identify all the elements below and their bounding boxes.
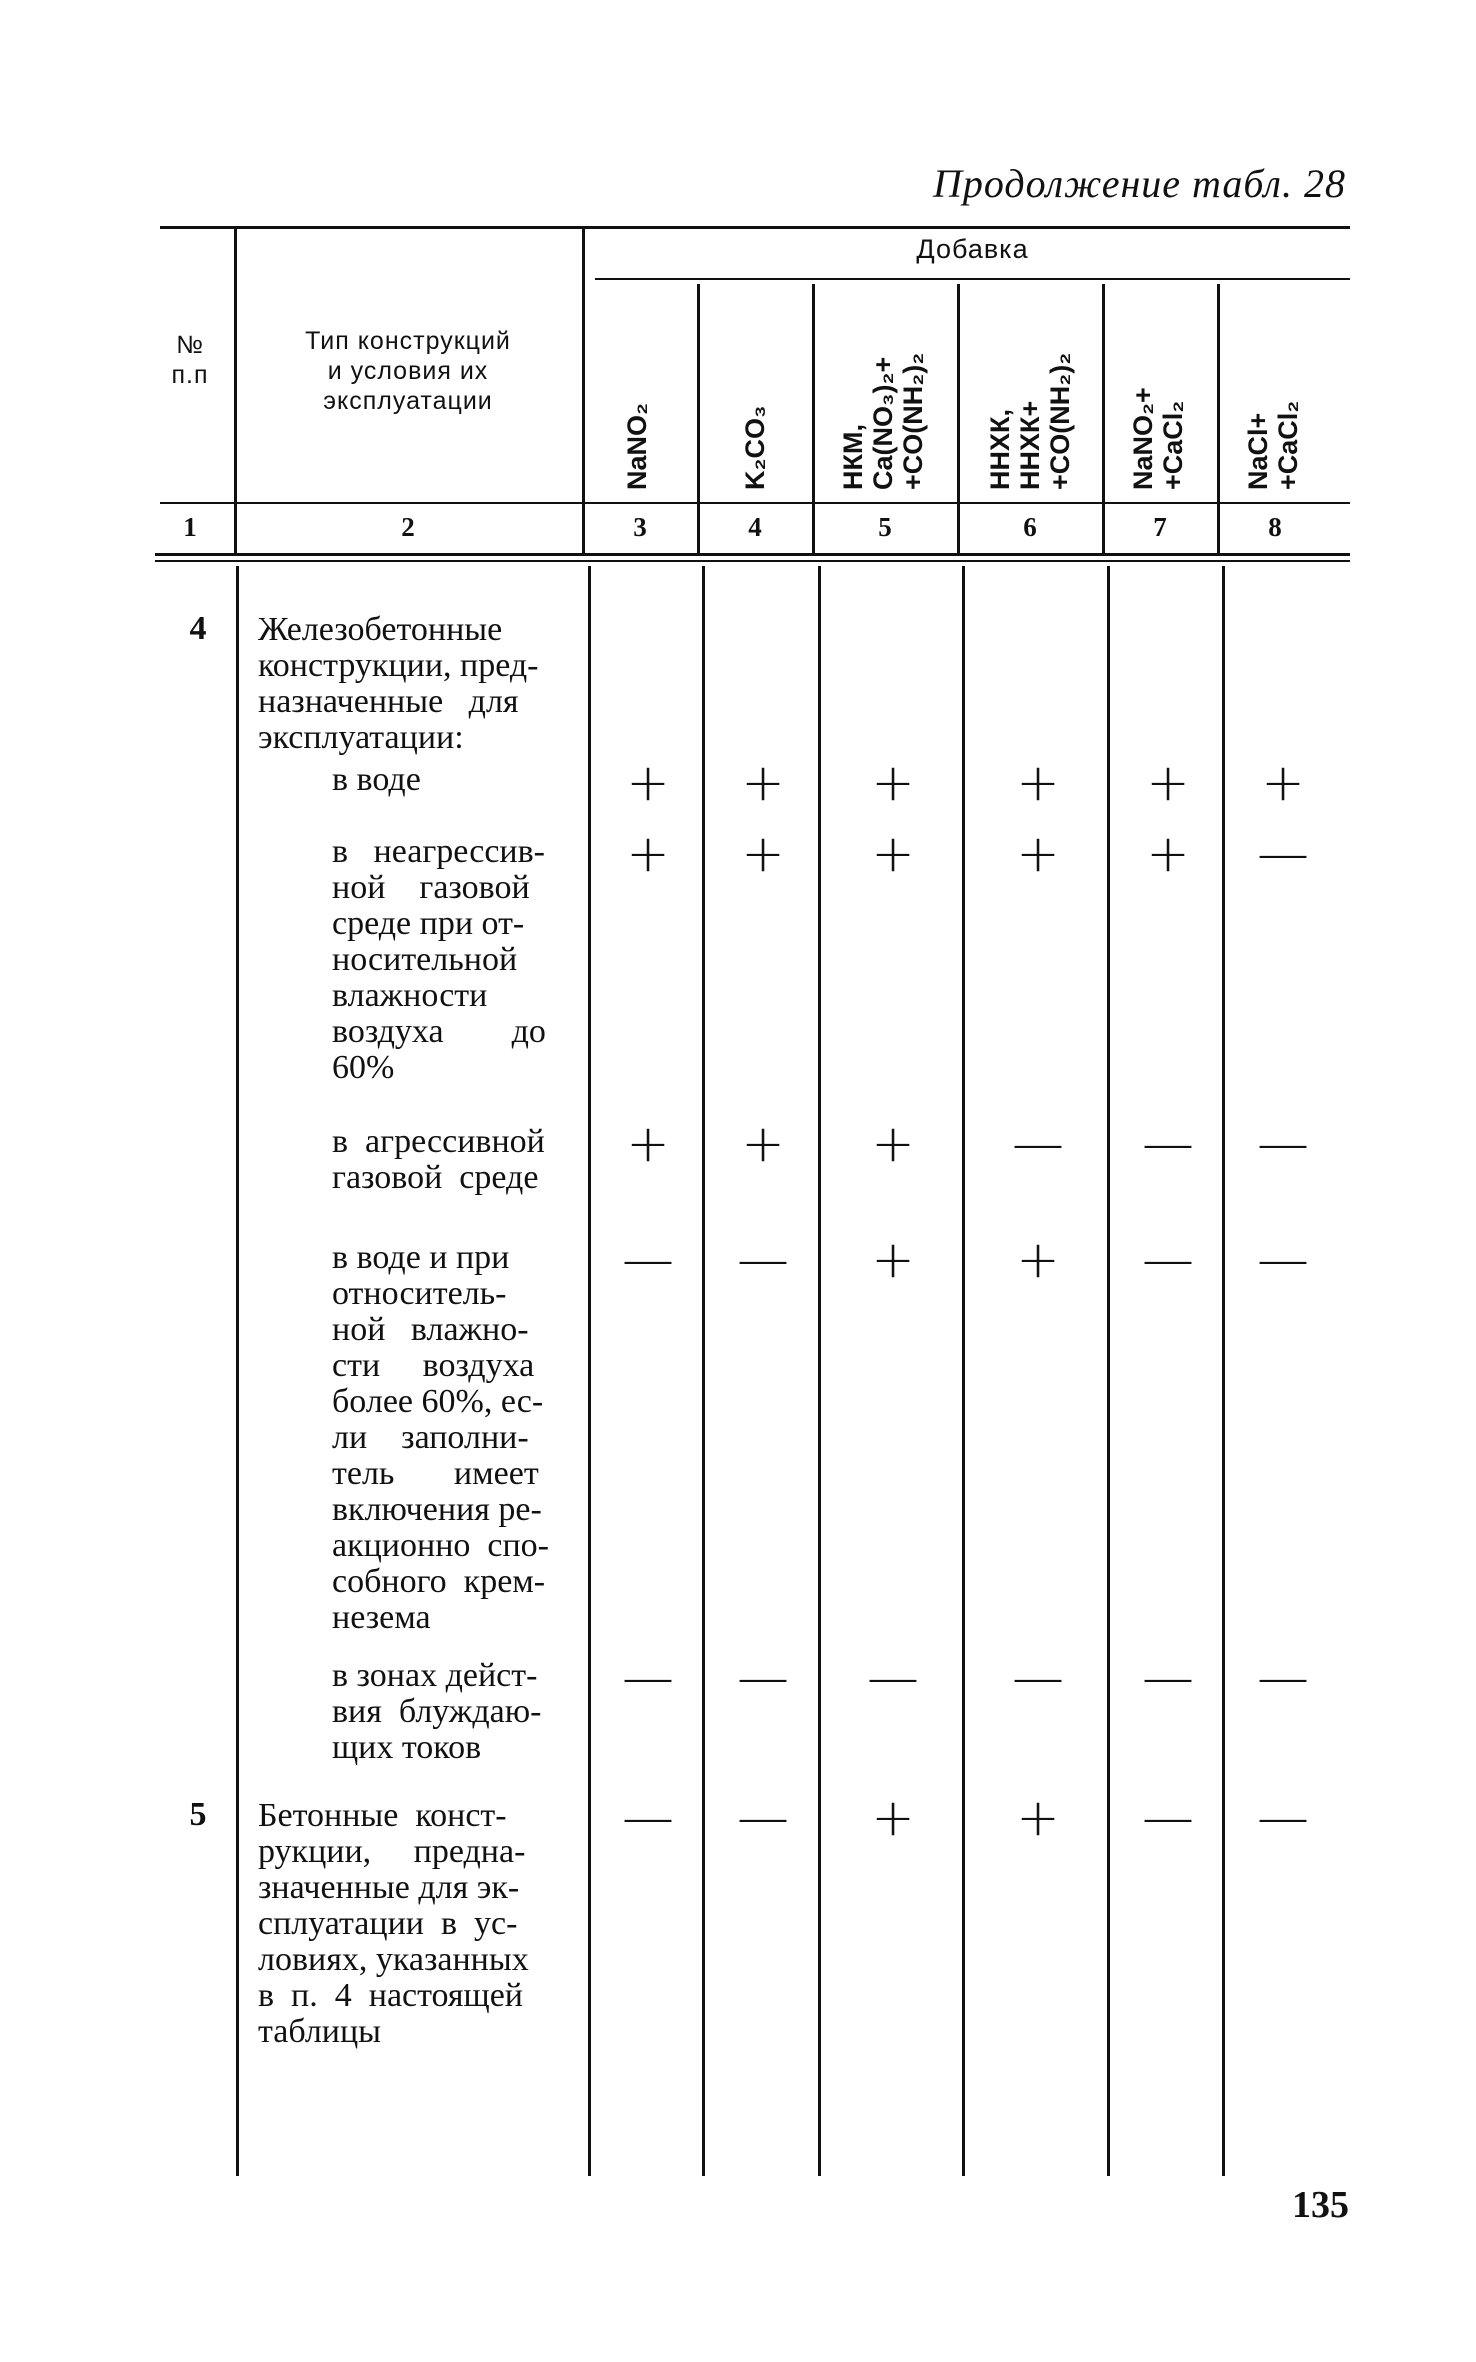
mark-cell: + (741, 1114, 785, 1174)
header-col-divider-4 (812, 284, 815, 554)
additive-header-nano2: NaNO₂ (622, 402, 652, 490)
column-number-5: 5 (878, 512, 892, 542)
mark-cell: — (622, 1648, 674, 1708)
additive-header-nano2-cacl2: NaNO₂+ +CaCl₂ (1128, 387, 1188, 490)
mark-cell: + (1261, 753, 1305, 813)
column-number-1: 1 (183, 512, 197, 542)
mark-cell: + (741, 753, 785, 813)
row-number-header: № п.п (171, 331, 209, 389)
header-col-divider-1 (234, 228, 237, 554)
numbers-bottom-rule-2 (155, 560, 1350, 562)
mark-cell: + (871, 1788, 915, 1848)
mark-cell: — (737, 1648, 789, 1708)
mark-cell: + (741, 824, 785, 884)
column-number-3: 3 (633, 512, 647, 542)
mark-cell: — (1142, 1648, 1194, 1708)
additive-header-nacl-cacl2: NaCl+ +CaCl₂ (1243, 400, 1303, 490)
mark-cell: + (871, 824, 915, 884)
condition-text: в воде (332, 761, 421, 798)
mark-cell: — (737, 1230, 789, 1290)
body-col-divider-5 (962, 566, 965, 2176)
mark-cell: + (626, 1114, 670, 1174)
row-number: 4 (189, 610, 207, 647)
additive-header-k2co3: K₂CO₃ (740, 405, 770, 490)
body-col-divider-6 (1107, 566, 1110, 2176)
column-number-4: 4 (748, 512, 762, 542)
body-col-divider-7 (1222, 566, 1225, 2176)
mark-cell: — (1257, 1788, 1309, 1848)
mark-cell: + (626, 824, 670, 884)
mark-cell: — (1257, 824, 1309, 884)
mark-cell: + (1016, 1230, 1060, 1290)
column-number-8: 8 (1268, 512, 1282, 542)
mark-cell: — (867, 1648, 919, 1708)
mark-cell: — (737, 1788, 789, 1848)
construction-type-header: Тип конструкций и условия их эксплуатации (305, 327, 511, 415)
additive-header-nkm: НКМ, Ca(NO₃)₂+ +CO(NH₂)₂ (838, 352, 928, 490)
row-title: Железобетонные конструкции, пред- назначенные для эксплуатации: (258, 611, 539, 756)
mark-cell: + (871, 1114, 915, 1174)
mark-cell: — (622, 1230, 674, 1290)
body-col-divider-3 (702, 566, 705, 2176)
row-number: 5 (189, 1796, 207, 1833)
mark-cell: — (1257, 1648, 1309, 1708)
header-col-divider-6 (1102, 284, 1105, 554)
header-top-rule (160, 226, 1350, 229)
mark-cell: — (1142, 1114, 1194, 1174)
additive-group-header: Добавка (916, 234, 1029, 264)
mark-cell: — (1012, 1114, 1064, 1174)
mark-cell: — (1257, 1230, 1309, 1290)
body-col-divider-1 (236, 566, 239, 2176)
mark-cell: — (1012, 1648, 1064, 1708)
row-title: Бетонные конст- рукции, предна- значенные для эк- сплуатации в ус- ловиях, указанных в п. 4 настоящей таблицы (258, 1797, 529, 2050)
condition-text: в зонах дейст- вия блуждаю- щих токов (332, 1657, 542, 1766)
mark-cell: + (1016, 753, 1060, 813)
column-number-7: 7 (1153, 512, 1167, 542)
header-col-divider-5 (957, 284, 960, 554)
mark-cell: — (1257, 1114, 1309, 1174)
mark-cell: — (1142, 1230, 1194, 1290)
mark-cell: + (1016, 1788, 1060, 1848)
header-col-divider-7 (1217, 284, 1220, 554)
header-col-divider-3 (697, 284, 700, 554)
condition-text: в воде и при относитель- ной влажно- сти воздуха более 60%, ес- ли заполни- тель имеет включения ре- акционно спо- собного крем- незема (332, 1239, 549, 1636)
table-caption: Продолжение табл. 28 (932, 161, 1346, 206)
numbers-bottom-rule (155, 553, 1350, 556)
column-number-2: 2 (401, 512, 415, 542)
mark-cell: + (871, 753, 915, 813)
mark-cell: + (871, 1230, 915, 1290)
mark-cell: + (1146, 753, 1190, 813)
additive-header-nnhk: ННХК, ННХК+ +CO(NH₂)₂ (985, 352, 1075, 490)
mark-cell: + (1016, 824, 1060, 884)
additive-group-rule (595, 278, 1350, 280)
page-number: 135 (1292, 2184, 1349, 2226)
body-col-divider-4 (818, 566, 821, 2176)
header-bottom-rule (160, 502, 1350, 504)
header-col-divider-2 (582, 228, 585, 554)
mark-cell: — (1142, 1788, 1194, 1848)
column-number-6: 6 (1023, 512, 1037, 542)
mark-cell: + (626, 753, 670, 813)
mark-cell: + (1146, 824, 1190, 884)
condition-text: в агрессивной газовой среде (332, 1123, 545, 1196)
condition-text: в неагрессив- ной газовой среде при от- носительной влажности воздуха до 60% (332, 833, 546, 1086)
body-col-divider-2 (588, 566, 591, 2176)
mark-cell: — (622, 1788, 674, 1848)
